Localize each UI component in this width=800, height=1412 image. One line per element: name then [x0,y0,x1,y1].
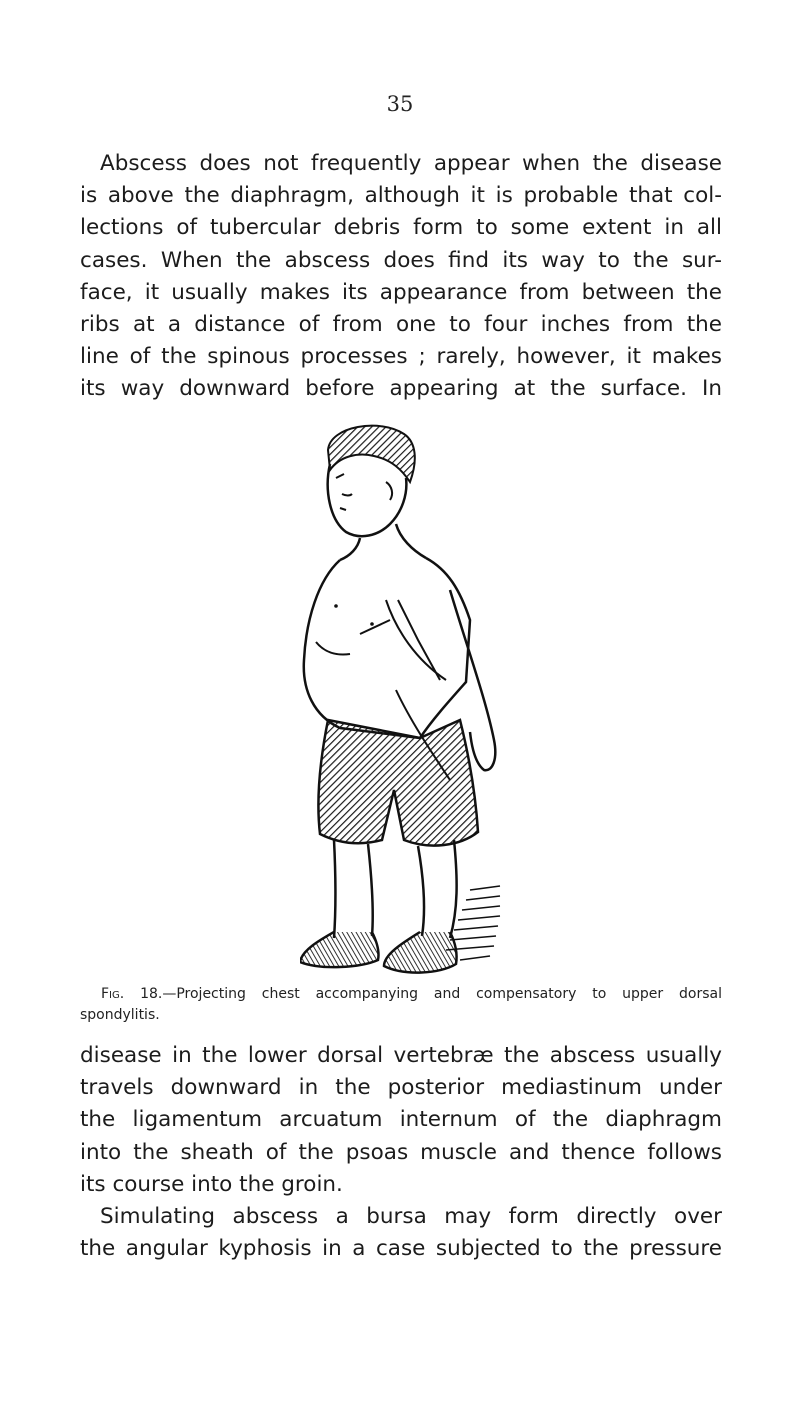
text-line: Simulating abscess a bursa may form directly over [100,1203,722,1229]
text-line: is above the diaphragm, although it is probable that col- [80,183,722,209]
text-line: disease in the lower dorsal vertebræ the abscess usually [80,1043,722,1068]
torso [304,558,470,738]
left-leg [334,840,373,938]
page-number: 35 [386,92,414,116]
text-line: line of the spinous processes ; rarely, however, it makes [80,344,722,370]
text-line: face, it usually makes its appearance from between the [80,279,722,305]
text-line: travels downward in the posterior mediastinum under [80,1075,722,1101]
text-line: its course into the groin. [80,1171,343,1197]
text-line: lections of tubercular debris form to some extent in all [80,215,722,241]
text-line: into the sheath of the psoas muscle and thence follows [80,1139,722,1165]
paragraph-top [80,148,722,406]
caption-text: —Projecting chest accompanying and compensatory to upper dorsal [162,986,722,1002]
head [328,464,407,536]
text-line: the angular kyphosis in a case subjected to the pressure [80,1236,722,1262]
right-shoe [384,932,457,973]
text-line: the ligamentum arcuatum internum of the diaphragm [80,1107,722,1133]
text-line: cases. When the abscess does find its way to the sur- [80,247,722,273]
paragraph-bottom [80,1040,722,1265]
shorts [318,720,478,846]
caption-line: spondylitis. [80,1007,160,1023]
right-leg [418,840,457,938]
figure-label: Fig. 18. [101,986,163,1002]
caption-line [80,984,722,1005]
hair [328,426,415,482]
text-line: Abscess does not frequently appear when the disease [100,151,722,176]
left-shoe [300,932,379,967]
text-line: ribs at a distance of from one to four inches from the [80,311,722,337]
boy-illustration [300,420,520,980]
text-line: its way downward before appearing at the surface. In [80,376,722,402]
figure-caption [80,984,722,1026]
